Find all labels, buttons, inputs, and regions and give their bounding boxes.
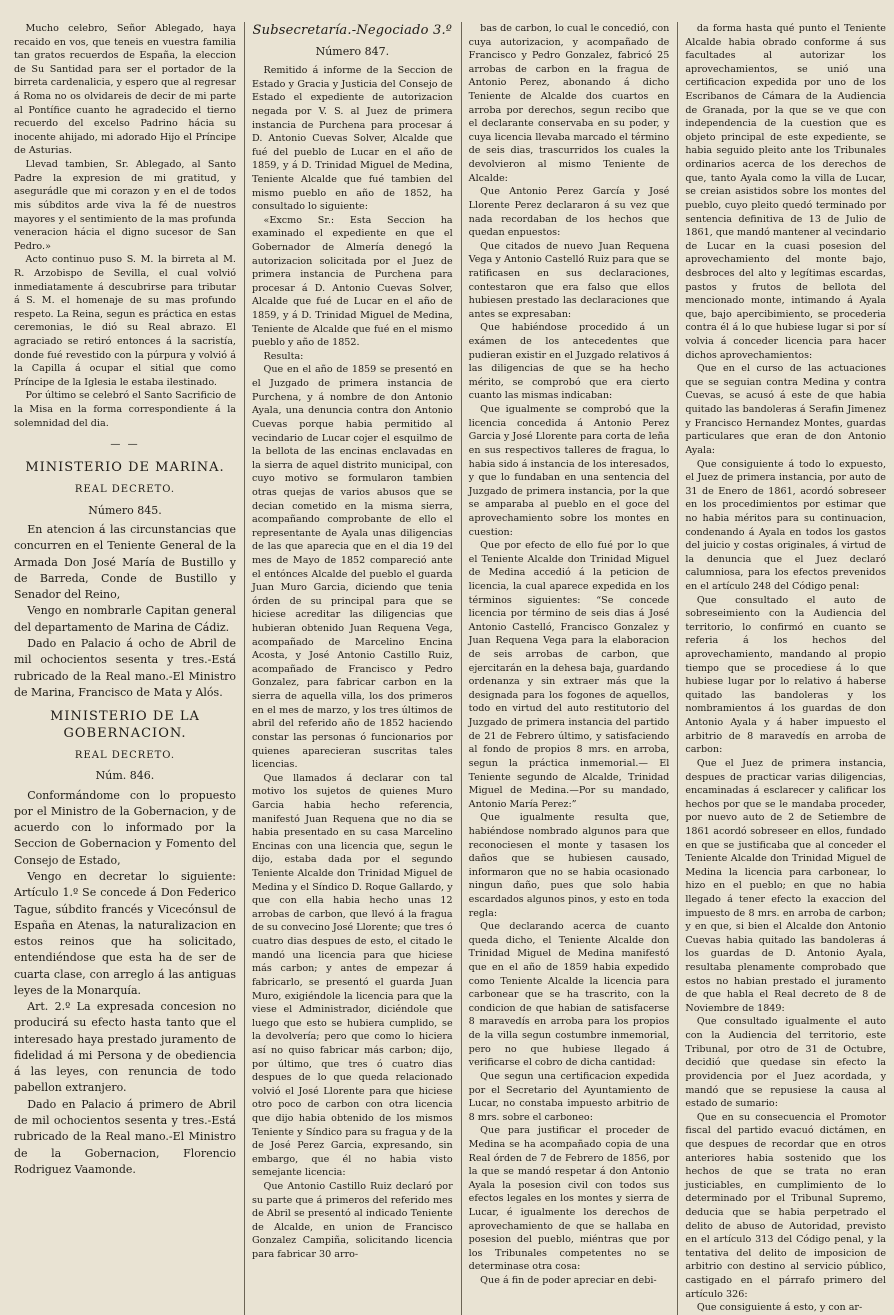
paragraph: Que á fin de poder apreciar en debi- <box>480 1275 657 1287</box>
paragraph: Que declarando acerca de cuanto queda dicho, el Teniente Alcalde don Trinidad Miguel de Medina manifestó que en el año de 1859 habia expedido como Teniente Alcalde la licencia para carbonear que se ha trascrito, con la condicion de que habian de satisfacerse 8 maravedís en arroba para los propios de la villa segun costumbre inmemorial, pero no que hubiese llegado á verificarse el cobro de dicha cantidad: <box>468 921 670 1069</box>
section-header: Subsecretaría.-Negociado 3.º <box>252 23 453 38</box>
paragraph: Dado en Palacio á primero de Abril de mil ochocientos sesenta y tres.-Está rubricado de la Real mano.-El Ministro de la Gobernacion, Florencio Rodriguez Vaamonde. <box>14 1097 236 1176</box>
paragraph: Remitido á informe de la Seccion de Estado y Gracia y Justicia del Consejo de Estado el expediente de autorizacion negada por V. S. al Juez de primera instancia de Purchena para procesar á D. Antonio Cuevas Solver, Alcalde que fué del pueblo de Lucar en el año de 1859, y á D. Trinidad Miguel de Medina, Teniente Alcalde que fué tambien del mismo pueblo en año de 1852, ha consultado lo siguiente: <box>252 65 453 213</box>
paragraph: Que en el curso de las actuaciones que se seguian contra Medina y contra Cuevas, se acusó á este de que habia quitado las bandoleras á Serafin Jimenez y Francisco Hernandez Montes, guardas particulares que eran de don Antonio Ayala: <box>685 363 886 456</box>
paragraph: Vengo en decretar lo siguiente: Artículo 1.º Se concede á Don Federico Tague, súbdito francés y Vicecónsul de España en Atenas, la naturalizacion en estos reinos que ha solicitado, entendiéndose que esta ha de ser de cuarta clase, con arreglo á las antiguas leyes de la Monarquía. <box>14 869 236 997</box>
decree-number: Núm. 846. <box>95 769 155 783</box>
paragraph: Dado en Palacio á ocho de Abril de mil ochocientos sesenta y tres.-Está rubricado de la Real mano.-El Ministro de Marina, Francisco de Mata y Alós. <box>14 637 236 699</box>
paragraph: Art. 2.º La expresada concesion no producirá su efecto hasta tanto que el interesado haya prestado juramento de fidelidad á mi Persona y de obediencia á las leyes, con renuncia de todo pabellon extranjero. <box>14 1000 236 1095</box>
paragraph: Que para justificar el proceder de Medina se ha acompañado copia de una Real órden de 7 de Febrero de 1856, por la que se mandó respetar á don Antonio Ayala la posesion civil con todos sus efectos legales en los montes y sierra de Lucar, é igualmente los derechos de aprovechamiento de que se hallaba en posesion del pueblo, miéntras que por los Tribunales competentes no se determinase otra cosa: <box>468 1125 670 1273</box>
paragraph: Llevad tambien, Sr. Ablegado, al Santo Padre la expresion de mi gratitud, y asegurádle que mi corazon y en el de todos mis súbditos arde viva la fé de nuestros mayores y el sentimiento de la mas profunda veneracion hácia el digno sucesor de San Pedro.» <box>14 159 236 252</box>
paragraph: Que llamados á declarar con tal motivo los sujetos de quienes Muro Garcia habia hecho referencia, manifestó Juan Requena que no dia se habia presentado en su casa Marcelino Encinas con una licencia que, segun le dijo, estaba dada por el segundo Teniente Alcalde don Trinidad Miguel de Medina y el Síndico D. Roque Gallardo, y que con ella habia hecho unas 12 arrobas de carbon, que llevó á la fragua de su convecino José Llorente; que tres ó cuatro dias despues de esto, el citado le mandó una licencia para que hiciese más carbon; y antes de empezar á fabricarlo, se presentó el guarda Juan Muro, exigiéndole la licencia para que la viese el Administrador, diciéndole que luego que esto se hubiera cumplido, se la devolvería; pero que como lo hiciera así no quiso fabricar más carbon; dijo, por último, que tres ó cuatro dias despues de lo que queda relacionado volvió el José Llorente para que hiciese otro poco de carbon con otra licencia que dijo habia obtenido de los mismos Teniente y Síndico para su fragua y de la de José Perez Garcia, expresando, sin embargo, que él no habia visto semejante licencia: <box>252 772 453 1179</box>
paragraph: Que el Juez de primera instancia, despues de practicar varias diligencias, encaminadas á esclarecer y calificar los hechos por que se le mandaba proceder, por nuevo auto de 2 de Setiembre de 1861 acordó sobreseer en ellos, fundado en que se justificaba que al conceder el Teniente Alcalde don Trinidad Miguel de Medina la licencia para carbonear, lo hizo en el pueblo; en que no habia llegado á tener efecto la exaccion del impuesto de 8 mrs. en arroba de carbon; y en que, si bien el Alcalde don Antonio Cuevas habia quitado las bandoleras á los guardas de D. Antonio Ayala, resultaba plenamente comprobado que estos no habian prestado el juramento de que habla el Real decreto de 8 de Noviembre de 1849: <box>685 757 886 1014</box>
section-divider: — — <box>110 439 140 451</box>
ministry-heading-marina: MINISTERIO DE MARINA. <box>25 460 225 476</box>
paragraph: Que en su consecuencia el Promotor fiscal del partido evacuó dictámen, en que despues de recordar que en otros anteriores habia sostenido que los hechos de que se trata no eran justiciables, en cumplimiento de lo determinado por el Tribunal Supremo, deducia que se habia perpetrado el delito de abuso de Autoridad, previsto en el artículo 313 del Código penal, y la tentativa del delito de imposicion de arbitrio con destino al servicio público, castigado en el párrafo primero del artículo 326: <box>685 1111 886 1300</box>
paragraph: Por último se celebró el Santo Sacrificio de la Misa en la forma correspondiente á la solemnidad del dia. <box>14 390 236 429</box>
paragraph: Vengo en nombrarle Capitan general del departamento de Marina de Cádiz. <box>14 604 236 634</box>
paragraph: bas de carbon, lo cual le concedió, con cuya autorizacion, y acompañado de Francisco y Pedro Gonzalez, fabricó 25 arrobas de carbon en la fragua de Antonio Perez, abonando á dicho Teniente de Alcalde dos cuartos en arroba por derechos, segun recibo que el declarante conservaba en su poder, y cuya licencia llevaba marcado el término de seis dias, trascurridos los cuales la devolvieron al mismo Teniente de Alcalde: <box>468 23 670 184</box>
paragraph: En atencion á las circunstancias que concurren en el Teniente General de la Armada Don José María de Bustillo y de Barreda, Conde de Bustillo y Senador del Reino, <box>14 523 236 602</box>
paragraph: Que habiéndose procedido á un exámen de los antecedentes que pudieran existir en el Juzgado relativos á las diligencias de que se ha hecho mérito, se comprobó que era cierto cuanto las mismas indicaban: <box>468 322 670 402</box>
paragraph: Que igualmente resulta que, habiéndose nombrado algunos para que reconociesen el monte y tasasen los daños que se hubiesen causado, informaron que no se habia ocasionado ningun daño, pues que solo habia escardados algunos pinos, y esto en toda regla: <box>468 812 670 919</box>
paragraph: Que en el año de 1859 se presentó en el Juzgado de primera instancia de Purchena, y á nombre de don Antonio Ayala, una denuncia contra don Antonio Cuevas porque habia permitido al vecindario de Lucar cojer el esquilmo de la bellota de las encinas enclavadas en la sierra de aquel distrito municipal, con cuyo motivo se formularon tambien otras quejas de varios abusos que se decian cometido en la misma sierra, acompañando comprobante de ello el representante de Ayala unas diligencias de las que aparecia que en el dia 19 del mes de Mayo de 1852 compareció ante el entónces Alcalde del pueblo el guarda Juan Muro Garcia, diciendo que tenia órden de su principal para que se hiciese acreditar las diligencias que hubieran obtenido Juan Requena Vega, acompañado de Marcelino Encina Acosta, y José Antonio Castillo Ruiz, acompañado de Francisco y Pedro Gonzalez, para fabricar carbon en la sierra de aquella villa, los dos primeros en el mes de marzo, y los tres últimos de abril del referido año de 1852 haciendo constar las personas ó funcionarios por quienes aparecieran suscritas tales licencias. <box>252 364 453 771</box>
paragraph: Que Antonio Castillo Ruiz declaró por su parte que á primeros del referido mes de Abril se presentó al indicado Teniente de Alcalde, en union de Francisco Gonzalez Campiña, solicitando licencia para fabricar 30 arro- <box>252 1181 453 1261</box>
decree-number: Número 847. <box>315 45 390 59</box>
column-4 <box>677 22 886 1315</box>
decree-heading: REAL DECRETO. <box>74 484 176 496</box>
paragraph: Que consiguiente á esto, y con ar- <box>696 1302 863 1314</box>
paragraph: Que consiguiente á todo lo expuesto, el Juez de primera instancia, por auto de 31 de Enero de 1861, acordó sobreseer en los procedimientos por estimar que no habia méritos para su continuacion, condenando á Ayala en todos los gastos del juicio y costas originales, á virtud de la denuncia que el Juez declaró calumniosa, para los efectos prevenidos en el artículo 248 del Código penal: <box>685 458 886 592</box>
paragraph: Mucho celebro, Señor Ablegado, haya recaido en vos, que teneis en vuestra familia tan gratos recuerdos de España, la eleccion de Su Santidad para ser el portador de la birreta cardenalicia, y espero que al regresar á Roma no os olvidareis de decir de mi parte al Pontífice cuanto he agradecido el tierno recuerdo del excelso Padrino hácia su inocente ahijado, mi adorado Hijo el Príncipe de Asturias. <box>14 23 236 157</box>
paragraph: Resulta: <box>263 350 304 362</box>
paragraph: Que consultado igualmente el auto con la Audiencia del territorio, este Tribunal, por otro de 31 de Octubre, decidió que quedase sin efecto la providencia por el Juez acordada, y mandó que se repusiese la causa al estado de sumario: <box>685 1016 886 1110</box>
ministry-heading-gobernacion: MINISTERIO DE LA GOBERNACION. <box>50 709 200 741</box>
paragraph: Que citados de nuevo Juan Requena Vega y Antonio Castelló Ruiz para que se ratificasen en sus declaraciones, contestaron que era falso que ellos hubiesen prestado las declaraciones que antes se expresaban: <box>468 240 670 320</box>
paragraph: Que segun una certificacion expedida por el Secretario del Ayuntamiento de Lucar, no constaba impuesto arbitrio de 8 mrs. sobre el carboneo: <box>468 1070 670 1123</box>
paragraph: Que igualmente se comprobó que la licencia concedida á Antonio Perez Garcia y José Llorente para corta de leña en sus respectivos talleres de fragua, lo habia sido á instancia de los interesados, y que lo fundaban en una sentencia del Juzgado de primera instancia, por la que se amparaba al pueblo en el goce del aprovechamiento sobre los montes en cuestion: <box>468 404 670 538</box>
paragraph: Que consultado el auto de sobreseimiento con la Audiencia del territorio, lo confirmó en cuanto se referia á los hechos del aprovechamiento, mandando al propio tiempo que se procediese á lo que hubiese lugar por lo relativo á haberse quitado las bandoleras y los nombramientos á los guardas de don Antonio Ayala y á haber impuesto el arbitrio de 8 maravedís en arroba de carbon: <box>685 594 886 756</box>
paragraph: Que por efecto de ello fué por lo que el Teniente Alcalde don Trinidad Miguel de Medina accedió á la peticion de licencia, la cual aparece expedida en los términos siguientes: “Se concede licencia por término de seis dias á José Antonio Castelló, Francisco Gonzalez y Juan Requena Vega para la elaboracion de seis arrobas de carbon, que ejercitarán en la dehesa baja, guardando ordenanza y sin extraer más que la designada para los fogones de aquellos, todo en virtud del auto restitutorio del Juzgado de primera instancia del partido de 21 de Febrero último, y satisfaciendo al fondo de propios 8 mrs. en arroba, segun la práctica inmemorial.— El Teniente segundo de Alcalde, Trinidad Miguel de Medina.—Por su mandado, Antonio María Perez:” <box>468 540 670 810</box>
paragraph: Conformándome con lo propuesto por el Ministro de la Gobernacion, y de acuerdo con lo informado por la Seccion de Gobernacion y Fomento del Consejo de Estado, <box>14 788 236 867</box>
paragraph: Acto continuo puso S. M. la birreta al M. R. Arzobispo de Sevilla, el cual volvió inmediatamente á descubrirse para tributar á S. M. el homenaje de su mas profundo respeto. La Reina, segun es práctica en estas ceremonias, le dió su Real abrazo. El agraciado se retiró entonces á la sacristía, donde fué revestido con la púrpura y volvió á la Capilla á ocupar el sitial que como Príncipe de la Iglesia le estaba ilestinado. <box>14 254 236 388</box>
decree-number: Número 845. <box>88 503 162 517</box>
paragraph: Que Antonio Perez García y José Llorente Perez declararon á su vez que nada recordaban de los hechos que quedan enpuestos: <box>468 186 670 239</box>
decree-heading: REAL DECRETO. <box>74 749 176 761</box>
paragraph: «Excmo Sr.: Esta Seccion ha examinado el expediente en que el Gobernador de Almería denegó la autorizacion solicitada por el Juez de primera instancia de Purchena para procesar á D. Antonio Cuevas Solver, Alcalde que fué de Lucar en el año de 1859, y á D. Trinidad Miguel de Medina, Teniente de Alcalde que fué en el mismo pueblo y año de 1852. <box>252 214 453 349</box>
column-1 <box>14 22 236 1315</box>
paragraph: da forma hasta qué punto el Teniente Alcalde habia obrado conforme á sus facultades al autorizar los aprovechamientos, se unió una certificacion expedida por uno de los Escribanos de Cámara de la Audiencia de Granada, por la que se ve que con independencia de la cuestion que es objeto principal de este expediente, se habia seguido pleito ante los Tribunales ordinarios acerca de los derechos de que, tanto Ayala como la villa de Lucar, se creian asistidos sobre los montes del pueblo, cuyo pleito quedó terminado por sentencia definitiva de 13 de Julio de 1861, que mandó mantener al vecindario de Lucar en la cuasi posesion del aprovechamiento del monte bajo, desbroces del alto y legítimas escardas, pastos y frutos de bellota del mencionado monte, intimando á Ayala que, bajo apercibimiento, se procederia contra él á lo que hubiese lugar si por sí volvia á conceder licencia para hacer dichos aprovechamientos: <box>685 23 886 361</box>
column-3 <box>461 22 670 1315</box>
column-2 <box>244 22 453 1315</box>
